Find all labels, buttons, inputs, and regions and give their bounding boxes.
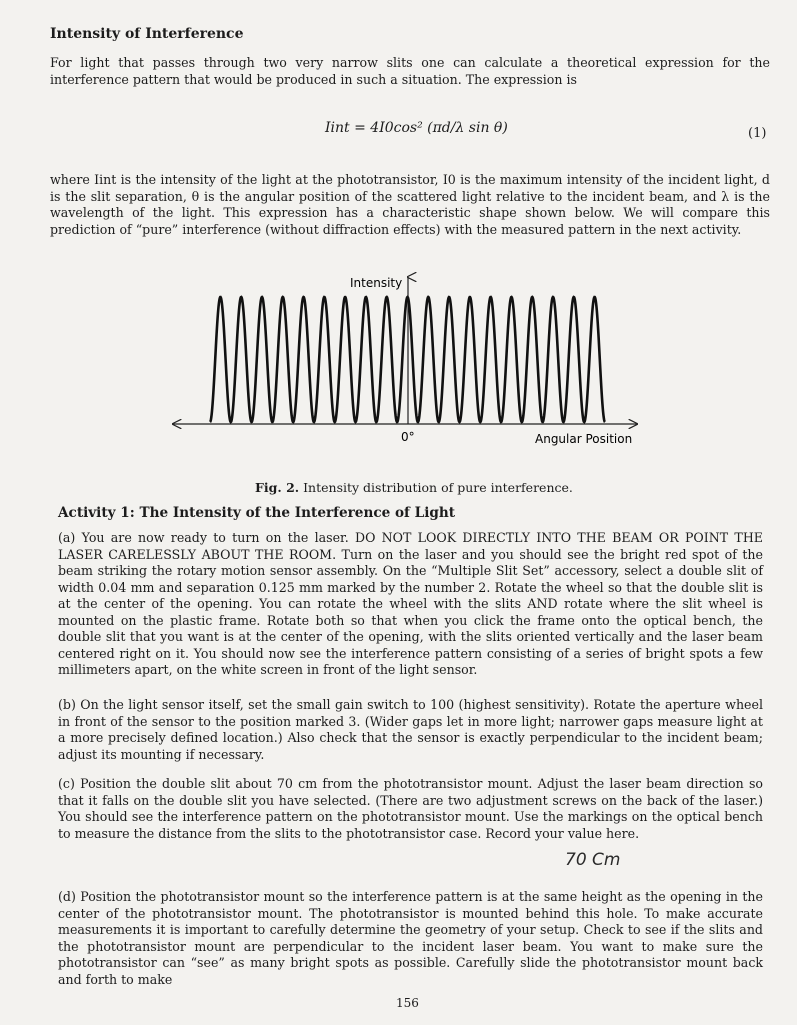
equation-text: Iint = 4I0cos² (πd/λ sin θ)	[325, 120, 508, 136]
activity-item-c: (c) Position the double slit about 70 cm from the phototransistor mount. Adjust the laser beam direction so that it falls on the double slit you have selected. (There are two adjustment screws on the back of the laser.) You should see the interference pattern on the phototransistor mount. Use the markings on the optical bench to measure the distance from the slits to the phototransistor case. Record your value here.	[58, 776, 763, 841]
page-number: 156	[396, 996, 419, 1010]
intro-paragraph: For light that passes through two very narrow slits one can calculate a theoretical expression for the interference pattern that would be produced in such a situation. The expression is	[50, 55, 770, 87]
handwritten-answer: 70 Cm	[565, 850, 621, 870]
activity-item-d: (d) Position the phototransistor mount so the interference pattern is at the same height as the opening in the center of the phototransistor mount. The phototransistor is mounted behind this hole. To make accurate measurements it is important to carefully determine the geometry of your setup. Check to see if the slits and the phototransistor mount are perpendicular to the incident laser beam. You want to make sure the phototransistor can “see” as many bright spots as possible. Carefully slide the phototransistor mount back and forth to make	[58, 889, 763, 987]
activity-title: Activity 1: The Intensity of the Interference of Light	[58, 505, 456, 521]
x-axis-label: Angular Position	[535, 432, 633, 446]
interference-chart	[165, 265, 645, 455]
y-axis-label: Intensity	[350, 276, 403, 290]
activity-item-a: (a) You are now ready to turn on the laser. DO NOT LOOK DIRECTLY INTO THE BEAM OR POINT THE LASER CARELESSLY ABOUT THE ROOM. Turn on the laser and you should see the bright red spot of the beam striking the rotary motion sensor assembly. On the “Multiple Slit Set” accessory, select a double slit of width 0.04 mm and separation 0.125 mm marked by the number 2. Rotate the wheel so that the double slit is at the center of the opening. You can rotate the wheel with the slits AND rotate where the slit wheel is mounted on the plastic frame. Rotate both so that when you click the frame onto the optical bench, the double slit that you want is at the center of the opening, with the slits oriented vertically and the laser beam centered right on it. You should now see the interference pattern consisting of a series of bright spots a few millimeters apart, on the white screen in front of the light sensor.	[58, 530, 763, 677]
equation-number: (1)	[748, 126, 767, 141]
activity-item-b: (b) On the light sensor itself, set the small gain switch to 100 (highest sensitivity). Rotate the aperture wheel in front of the sensor to the position marked 3. (Wider gaps let in more light; narrower gaps measure light at a more precisely defined location.) Also check that the sensor is exactly perpendicular to the incident beam; adjust its mounting if necessary.	[58, 697, 763, 762]
section-title: Intensity of Interference	[50, 26, 244, 42]
figure-caption	[255, 480, 573, 495]
x-tick-label-zero: 0°	[401, 430, 415, 444]
interference-equation	[325, 120, 508, 136]
explanation-paragraph: where Iint is the intensity of the light at the phototransistor, I0 is the maximum intensity of the incident light, d is the slit separation, θ is the angular position of the scattered light relative to the incident beam, and λ is the wavelength of the light. This expression has a characteristic shape shown below. We will compare this prediction of “pure” interference (without diffraction effects) with the measured pattern in the next activity.	[50, 172, 770, 237]
figure-caption-text: Intensity distribution of pure interference.	[303, 480, 573, 495]
figure-caption-label: Fig. 2.	[255, 480, 300, 495]
